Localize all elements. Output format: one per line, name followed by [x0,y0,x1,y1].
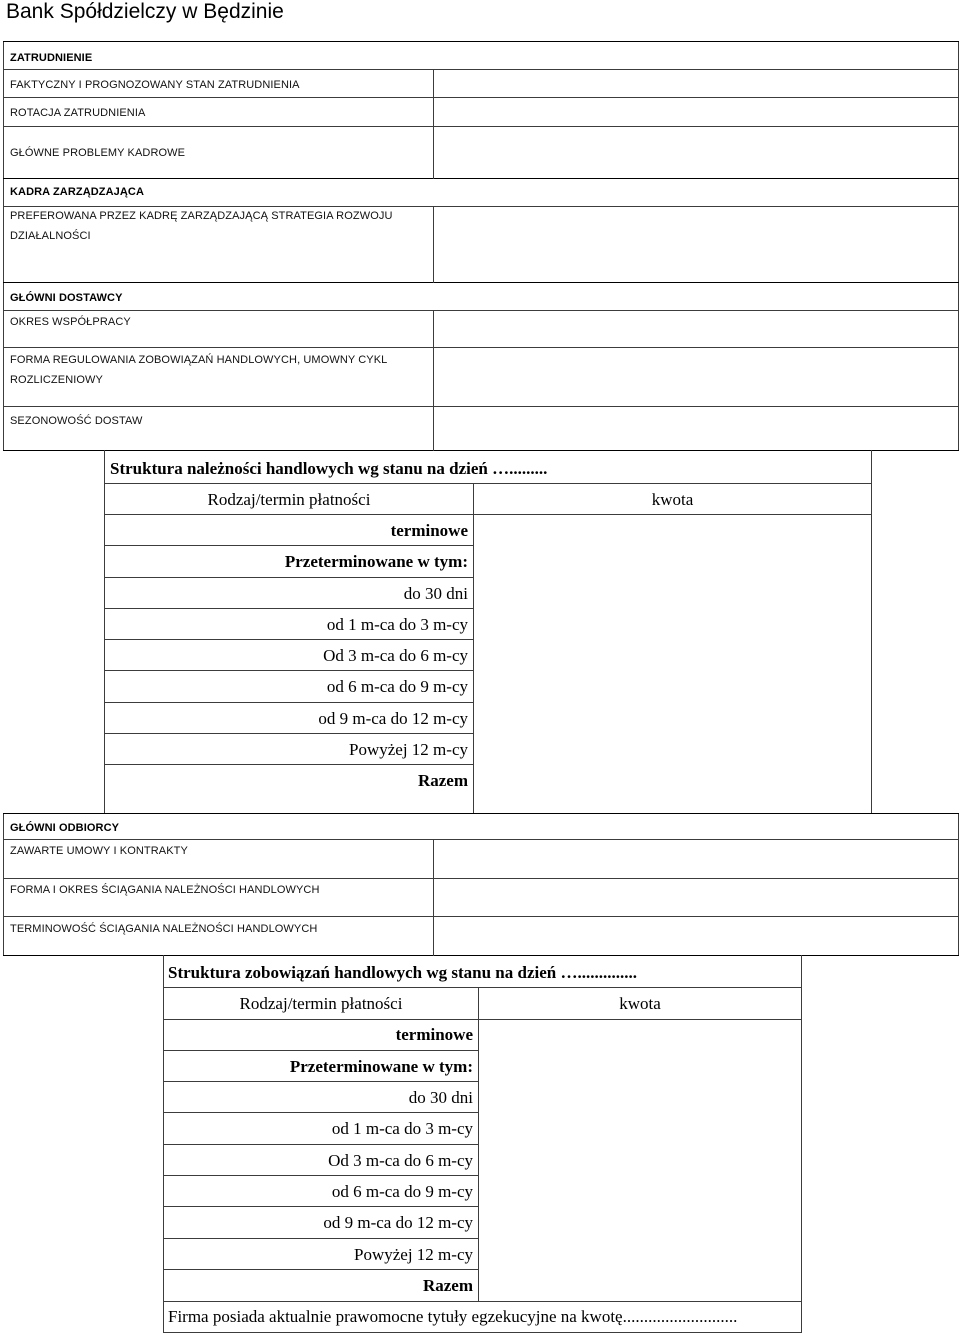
page-title: Bank Spółdzielczy w Będzinie [6,0,284,23]
employment-header: ZATRUDNIENIE [10,52,93,64]
divider [104,483,872,484]
receivables-row-label: Powyżej 12 m-cy [349,740,468,759]
receivables-row-label: Od 3 m-ca do 6 m-cy [323,646,468,665]
divider [104,608,474,609]
divider [3,406,959,407]
seasonality-label: SEZONOWOŚĆ DOSTAW [10,415,143,427]
collection-timeliness-label: TERMINOWOŚĆ ŚCIĄGANIA NALEŻNOŚCI HANDLOWYCH [10,923,318,935]
enforcement-titles-note: Firma posiada aktualnie prawomocne tytuły egzekucyjne na kwotę........................... [168,1307,738,1326]
liabilities-row-label: od 6 m-ca do 9 m-cy [331,1182,473,1201]
liabilities-row-label: Od 3 m-ca do 6 m-cy [328,1151,473,1170]
divider [104,702,474,703]
liabilities-row-label: od 1 m-ca do 3 m-cy [331,1119,473,1138]
liabilities-title: Struktura zobowiązań handlowych wg stanu na dzień ….............. [168,963,637,982]
divider [163,1206,479,1207]
divider [3,450,959,451]
contracts-label: ZAWARTE UMOWY I KONTRAKTY [10,845,188,857]
cooperation-period-label: OKRES WSPÓŁPRACY [10,316,131,328]
divider [3,69,959,70]
divider [3,955,959,956]
receivables-row-label: do 30 dni [403,584,468,603]
liabilities-row-label: terminowe [395,1025,473,1044]
liabilities-total-label: Razem [422,1276,473,1295]
divider [163,1112,479,1113]
divider [104,639,474,640]
column-separator [433,839,434,956]
liabilities-row-label: Przeterminowane w tym: [289,1057,473,1076]
divider [163,987,802,988]
divider [3,282,959,283]
divider [104,764,474,765]
liabilities-type-header: Rodzaj/termin płatności [239,994,403,1013]
collection-form-label: FORMA I OKRES ŚCIĄGANIA NALEŻNOŚCI HANDLOWYCH [10,884,320,896]
divider [3,97,959,98]
employment-rotation-label: ROTACJA ZATRUDNIENIA [10,107,146,119]
column-separator [433,310,434,451]
customers-header: GŁÓWNI ODBIORCY [10,822,120,834]
divider [163,1269,479,1270]
divider [3,41,959,42]
receivables-row-label: terminowe [390,521,468,540]
divider [104,577,474,578]
divider [163,1019,802,1020]
divider [163,1175,479,1176]
divider [104,733,474,734]
suppliers-header: GŁÓWNI DOSTAWCY [10,292,123,304]
staff-problems-label: GŁÓWNE PROBLEMY KADROWE [10,147,186,159]
divider [3,347,959,348]
management-header: KADRA ZARZĄDZAJĄCA [10,186,144,198]
divider [3,310,959,311]
receivables-total-label: Razem [417,771,468,790]
column-separator [433,206,434,283]
divider [104,670,474,671]
receivables-row-label: Przeterminowane w tym: [284,552,468,571]
receivables-title: Struktura należności handlowych wg stanu na dzień …......... [110,459,548,478]
payment-form-label-line1: FORMA REGULOWANIA ZOBOWIĄZAŃ HANDLOWYCH, UMOWNY CYKL [10,354,388,366]
liabilities-row-label: Powyżej 12 m-cy [354,1245,473,1264]
divider [163,1238,479,1239]
form-border-left [3,41,4,451]
divider [163,1050,479,1051]
receivables-row-label: od 9 m-ca do 12 m-cy [318,709,468,728]
receivables-amount-header: kwota [651,490,694,509]
form-border-left [3,813,4,956]
table-border-right [801,955,802,1333]
form-border-right [958,41,959,451]
strategy-label-line2: DZIAŁALNOŚCI [10,230,91,242]
payment-form-label-line2: ROZLICZENIOWY [10,374,103,386]
column-separator [433,69,434,179]
receivables-row-label: od 1 m-ca do 3 m-cy [326,615,468,634]
divider [3,126,959,127]
liabilities-amount-header: kwota [619,994,661,1013]
divider [104,545,474,546]
receivables-type-header: Rodzaj/termin płatności [207,490,371,509]
form-border-right [958,813,959,956]
divider [104,514,872,515]
divider [163,1081,479,1082]
divider [3,813,959,814]
receivables-row-label: od 6 m-ca do 9 m-cy [326,677,468,696]
liabilities-row-label: do 30 dni [408,1088,473,1107]
divider [3,878,959,879]
divider [3,916,959,917]
table-border-right [871,450,872,813]
liabilities-row-label: od 9 m-ca do 12 m-cy [323,1213,473,1232]
strategy-label-line1: PREFEROWANA PRZEZ KADRĘ ZARZĄDZAJĄCĄ STRATEGIA ROZWOJU [10,210,393,222]
divider [163,1332,802,1333]
divider [3,178,959,179]
employment-state-label: FAKTYCZNY I PROGNOZOWANY STAN ZATRUDNIENIA [10,79,300,91]
divider [3,839,959,840]
divider [163,1301,802,1302]
divider [163,1144,479,1145]
